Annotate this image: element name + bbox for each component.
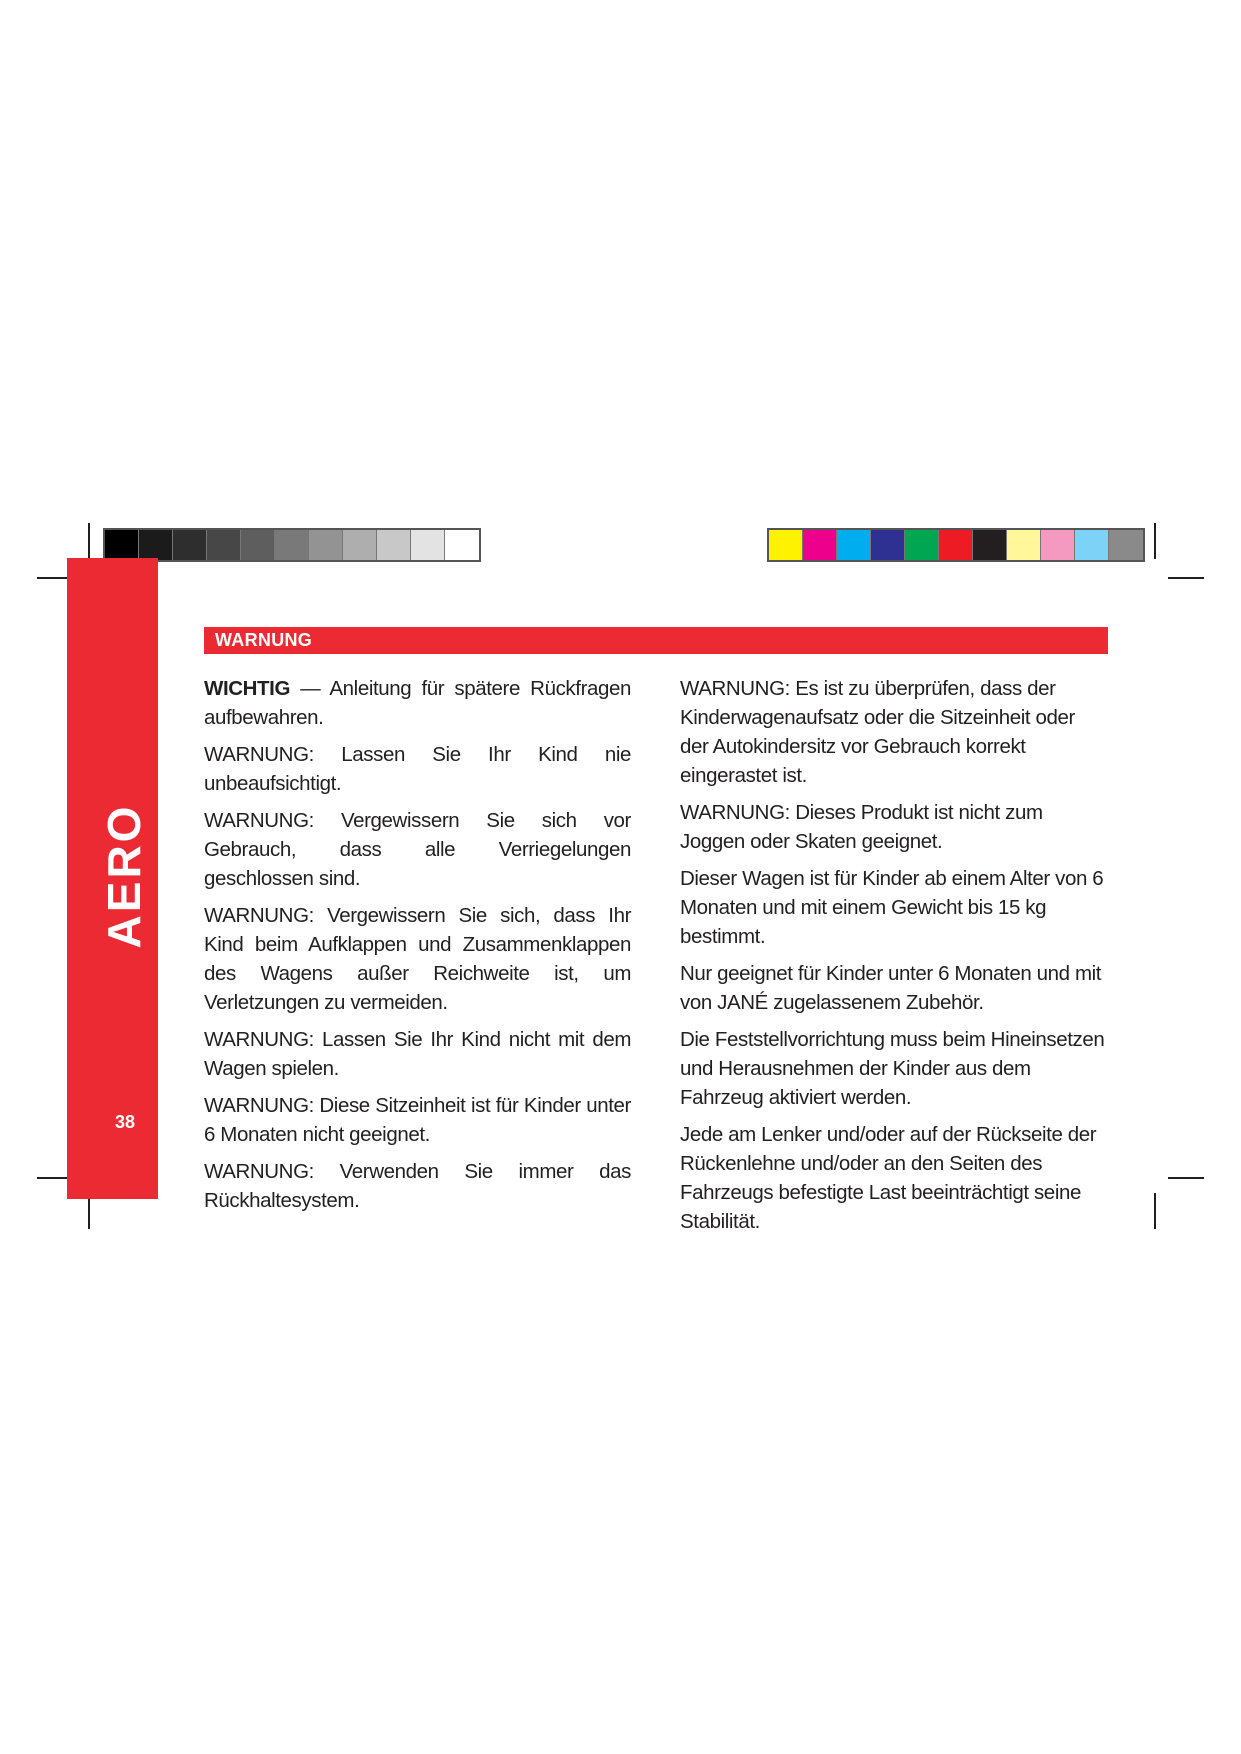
info-paragraph: Nur geeignet für Kinder unter 6 Monaten und mit von JANÉ zugelassenem Zubehör. bbox=[680, 962, 1102, 1014]
crop-mark bbox=[1168, 1177, 1204, 1179]
warning-paragraph: WARNUNG: Vergewissern Sie sich, dass Ihr Kind beim Aufklappen und Zusammenklappen des Wagens außer Reichweite ist, um Verletzungen zu vermeiden. bbox=[204, 904, 631, 1014]
warning-paragraph: WARNUNG: Verwenden Sie immer das Rückhaltesystem. bbox=[204, 1160, 631, 1212]
right-column bbox=[680, 674, 1107, 1244]
color-swatch bbox=[173, 530, 207, 560]
color-swatch bbox=[1075, 530, 1109, 560]
warning-paragraph: WARNUNG: Lassen Sie Ihr Kind nicht mit dem Wagen spielen. bbox=[204, 1028, 631, 1080]
color-swatch bbox=[1109, 530, 1143, 560]
section-header-bar bbox=[204, 627, 1108, 654]
crop-mark bbox=[1154, 1193, 1156, 1229]
color-swatch bbox=[241, 530, 275, 560]
color-swatch bbox=[769, 530, 803, 560]
color-swatch bbox=[871, 530, 905, 560]
warning-paragraph: WARNUNG: Vergewissern Sie sich vor Gebrauch, dass alle Verriegelungen geschlossen sind. bbox=[204, 809, 631, 890]
warning-paragraph: WARNUNG: Dieses Produkt ist nicht zum Joggen oder Skaten geeignet. bbox=[680, 801, 1043, 853]
color-swatch bbox=[309, 530, 343, 560]
info-paragraph: Die Feststellvorrichtung muss beim Hineinsetzen und Herausnehmen der Kinder aus dem Fahrzeug aktiviert werden. bbox=[680, 1028, 1105, 1109]
section-header-title: WARNUNG bbox=[215, 630, 313, 650]
color-swatch bbox=[377, 530, 411, 560]
important-label: WICHTIG bbox=[204, 677, 291, 700]
brand-title: AERO bbox=[98, 803, 150, 949]
paragraph-text: — Anleitung für spätere Rückfragen aufbewahren. bbox=[204, 677, 631, 729]
warning-paragraph: WARNUNG: Lassen Sie Ihr Kind nie unbeaufsichtigt. bbox=[204, 743, 631, 795]
warning-paragraph: WARNUNG: Diese Sitzeinheit ist für Kinder unter 6 Monaten nicht geeignet. bbox=[204, 1094, 631, 1146]
left-column bbox=[204, 674, 631, 1223]
color-swatch bbox=[973, 530, 1007, 560]
warning-paragraph: WARNUNG: Es ist zu überprüfen, dass der Kinderwagenaufsatz oder die Sitzeinheit oder der Autokindersitz vor Gebrauch korrekt eingerastet ist. bbox=[680, 677, 1075, 787]
info-paragraph: Jede am Lenker und/oder auf der Rückseite der Rückenlehne und/oder an den Seiten des Fahrzeugs befestigte Last beeinträchtigt seine Stabilität. bbox=[680, 1123, 1097, 1233]
crop-mark bbox=[1168, 577, 1204, 579]
color-calibration-bar bbox=[767, 528, 1145, 562]
color-swatch bbox=[207, 530, 241, 560]
paragraph bbox=[204, 674, 631, 732]
color-swatch bbox=[1041, 530, 1075, 560]
page-number: 38 bbox=[114, 1112, 136, 1132]
crop-mark bbox=[1154, 523, 1156, 559]
color-swatch bbox=[803, 530, 837, 560]
grayscale-calibration-bar bbox=[103, 528, 481, 562]
color-swatch bbox=[445, 530, 479, 560]
color-swatch bbox=[105, 530, 139, 560]
color-swatch bbox=[837, 530, 871, 560]
color-swatch bbox=[411, 530, 445, 560]
color-swatch bbox=[1007, 530, 1041, 560]
color-swatch bbox=[939, 530, 973, 560]
color-swatch bbox=[139, 530, 173, 560]
color-swatch bbox=[275, 530, 309, 560]
color-swatch bbox=[343, 530, 377, 560]
info-paragraph: Dieser Wagen ist für Kinder ab einem Alter von 6 Monaten und mit einem Gewicht bis 15 kg bestimmt. bbox=[680, 867, 1104, 948]
crop-mark bbox=[88, 523, 90, 559]
color-swatch bbox=[905, 530, 939, 560]
